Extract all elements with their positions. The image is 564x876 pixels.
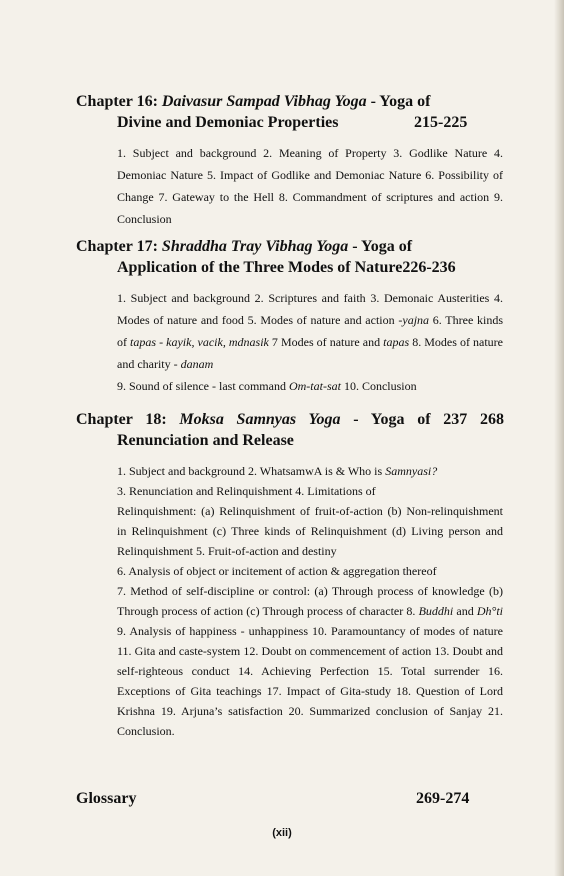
- summary-term-danam: danam: [180, 357, 214, 371]
- summary-text: 6. Three kinds of: [117, 313, 504, 349]
- chapter-18-sanskrit-title: Moksa Samnyas Yoga: [179, 411, 341, 428]
- summary-text: 7 Modes of nature and: [268, 335, 384, 349]
- chapter-17-suffix: - Yoga of: [348, 238, 413, 255]
- summary-term-dhrti: Dh°ti: [476, 604, 504, 618]
- chapter-17-sanskrit-title: Shraddha Tray Vibhag Yoga: [161, 238, 349, 255]
- chapter-18-heading: [76, 409, 504, 430]
- glossary-entry: [76, 788, 476, 809]
- summary-text: Relinquishment: (a) Relinquishment of fruit-of-action (b) Non-relinquishment in Relinquishment (c) Three kinds of Relinquishment (d) Living person and Relinquishment 5. Fruit-of-action and destiny: [117, 504, 503, 558]
- chapter-17-subtitle-line: [117, 257, 504, 278]
- chapter-16-sanskrit-title: Daivasur Sampad Vibhag Yoga: [161, 93, 367, 110]
- chapter-17-summary: [117, 287, 503, 397]
- chapter-17-subtitle: Application of the Three Modes of Nature226-236: [117, 259, 456, 276]
- summary-text: 9. Sound of silence - last command: [117, 379, 289, 393]
- summary-term-samnyasi: Samnyasi?: [385, 464, 438, 478]
- summary-text: 6. Analysis of object or incitement of action & aggregation thereof: [117, 564, 437, 578]
- glossary-pages: 269-274: [416, 790, 470, 807]
- chapter-17-entry: [76, 236, 504, 397]
- chapter-18-suffix: - Yoga of 237 268: [340, 411, 505, 428]
- summary-text: and: [453, 604, 477, 618]
- summary-text: 3. Renunciation and Relinquishment 4. Limitations of: [117, 484, 376, 498]
- chapter-17-heading: [76, 236, 504, 257]
- summary-text: 8. Modes of nature and charity -: [117, 335, 503, 371]
- page-edge-shadow: [554, 0, 564, 876]
- summary-text: 10. Conclusion: [340, 379, 417, 393]
- summary-text: 7. Method of self-discipline or control: (a) Through process of knowledge (b) Through process of action (c) Through process of character 8.: [117, 584, 503, 618]
- chapter-16-prefix: Chapter 16:: [76, 93, 162, 110]
- summary-term-om-tat-sat: Om-tat-sat: [288, 379, 341, 393]
- summary-text: 9. Analysis of happiness - unhappiness 10. Paramountancy of modes of nature 11. Gita and caste-system 12. Doubt on commencement of action 13. Doubt and self-righteous conduct 14. Achieving Perfection 15. Total surrender 16. Exceptions of Gita teachings 17. Impact of Gita-study 18. Question of Lord Krishna 19. Arjuna’s satisfaction 20. Summarized conclusion of Sanjay 21. Conclusion.: [117, 624, 503, 738]
- chapter-16-entry: [76, 91, 504, 230]
- summary-term-buddhi: Buddhi: [418, 604, 454, 618]
- summary-text: 1. Subject and background 2. WhatsamwA is & Who is: [117, 464, 386, 478]
- summary-text: 1. Subject and background 2. Scriptures and faith 3. Demonaic Austerities 4. Modes of nature and food 5. Modes of nature and action: [117, 291, 503, 327]
- chapter-17-prefix: Chapter 17:: [76, 238, 162, 255]
- page-number: (xii): [272, 827, 292, 839]
- chapter-18-subtitle: Renunciation and Release: [117, 432, 294, 449]
- summary-term-tapas: tapas: [383, 335, 410, 349]
- glossary-label: Glossary: [76, 790, 137, 807]
- chapter-18-summary: [117, 461, 503, 741]
- chapter-16-pages: 215-225: [414, 114, 468, 131]
- chapter-16-subtitle: Divine and Demoniac Properties: [117, 114, 339, 131]
- chapter-16-suffix: - Yoga of: [366, 93, 431, 110]
- chapter-16-subtitle-line: [117, 112, 504, 133]
- chapter-18-prefix: Chapter 18:: [76, 411, 180, 428]
- summary-term-tapas-kinds: tapas - kayik, vacik, mdnasik: [130, 335, 269, 349]
- chapter-16-summary: 1. Subject and background 2. Meaning of Property 3. Godlike Nature 4. Demoniac Nature 5. Impact of Godlike and Demoniac Nature 6. Possibility of Change 7. Gateway to the Hell 8. Commandment of scriptures and action 9. Conclusion: [117, 146, 503, 226]
- chapter-18-entry: [76, 409, 504, 741]
- chapter-16-heading: [76, 91, 504, 112]
- chapter-18-subtitle-line: [117, 430, 504, 451]
- summary-term-yajna: -yajna: [398, 313, 430, 327]
